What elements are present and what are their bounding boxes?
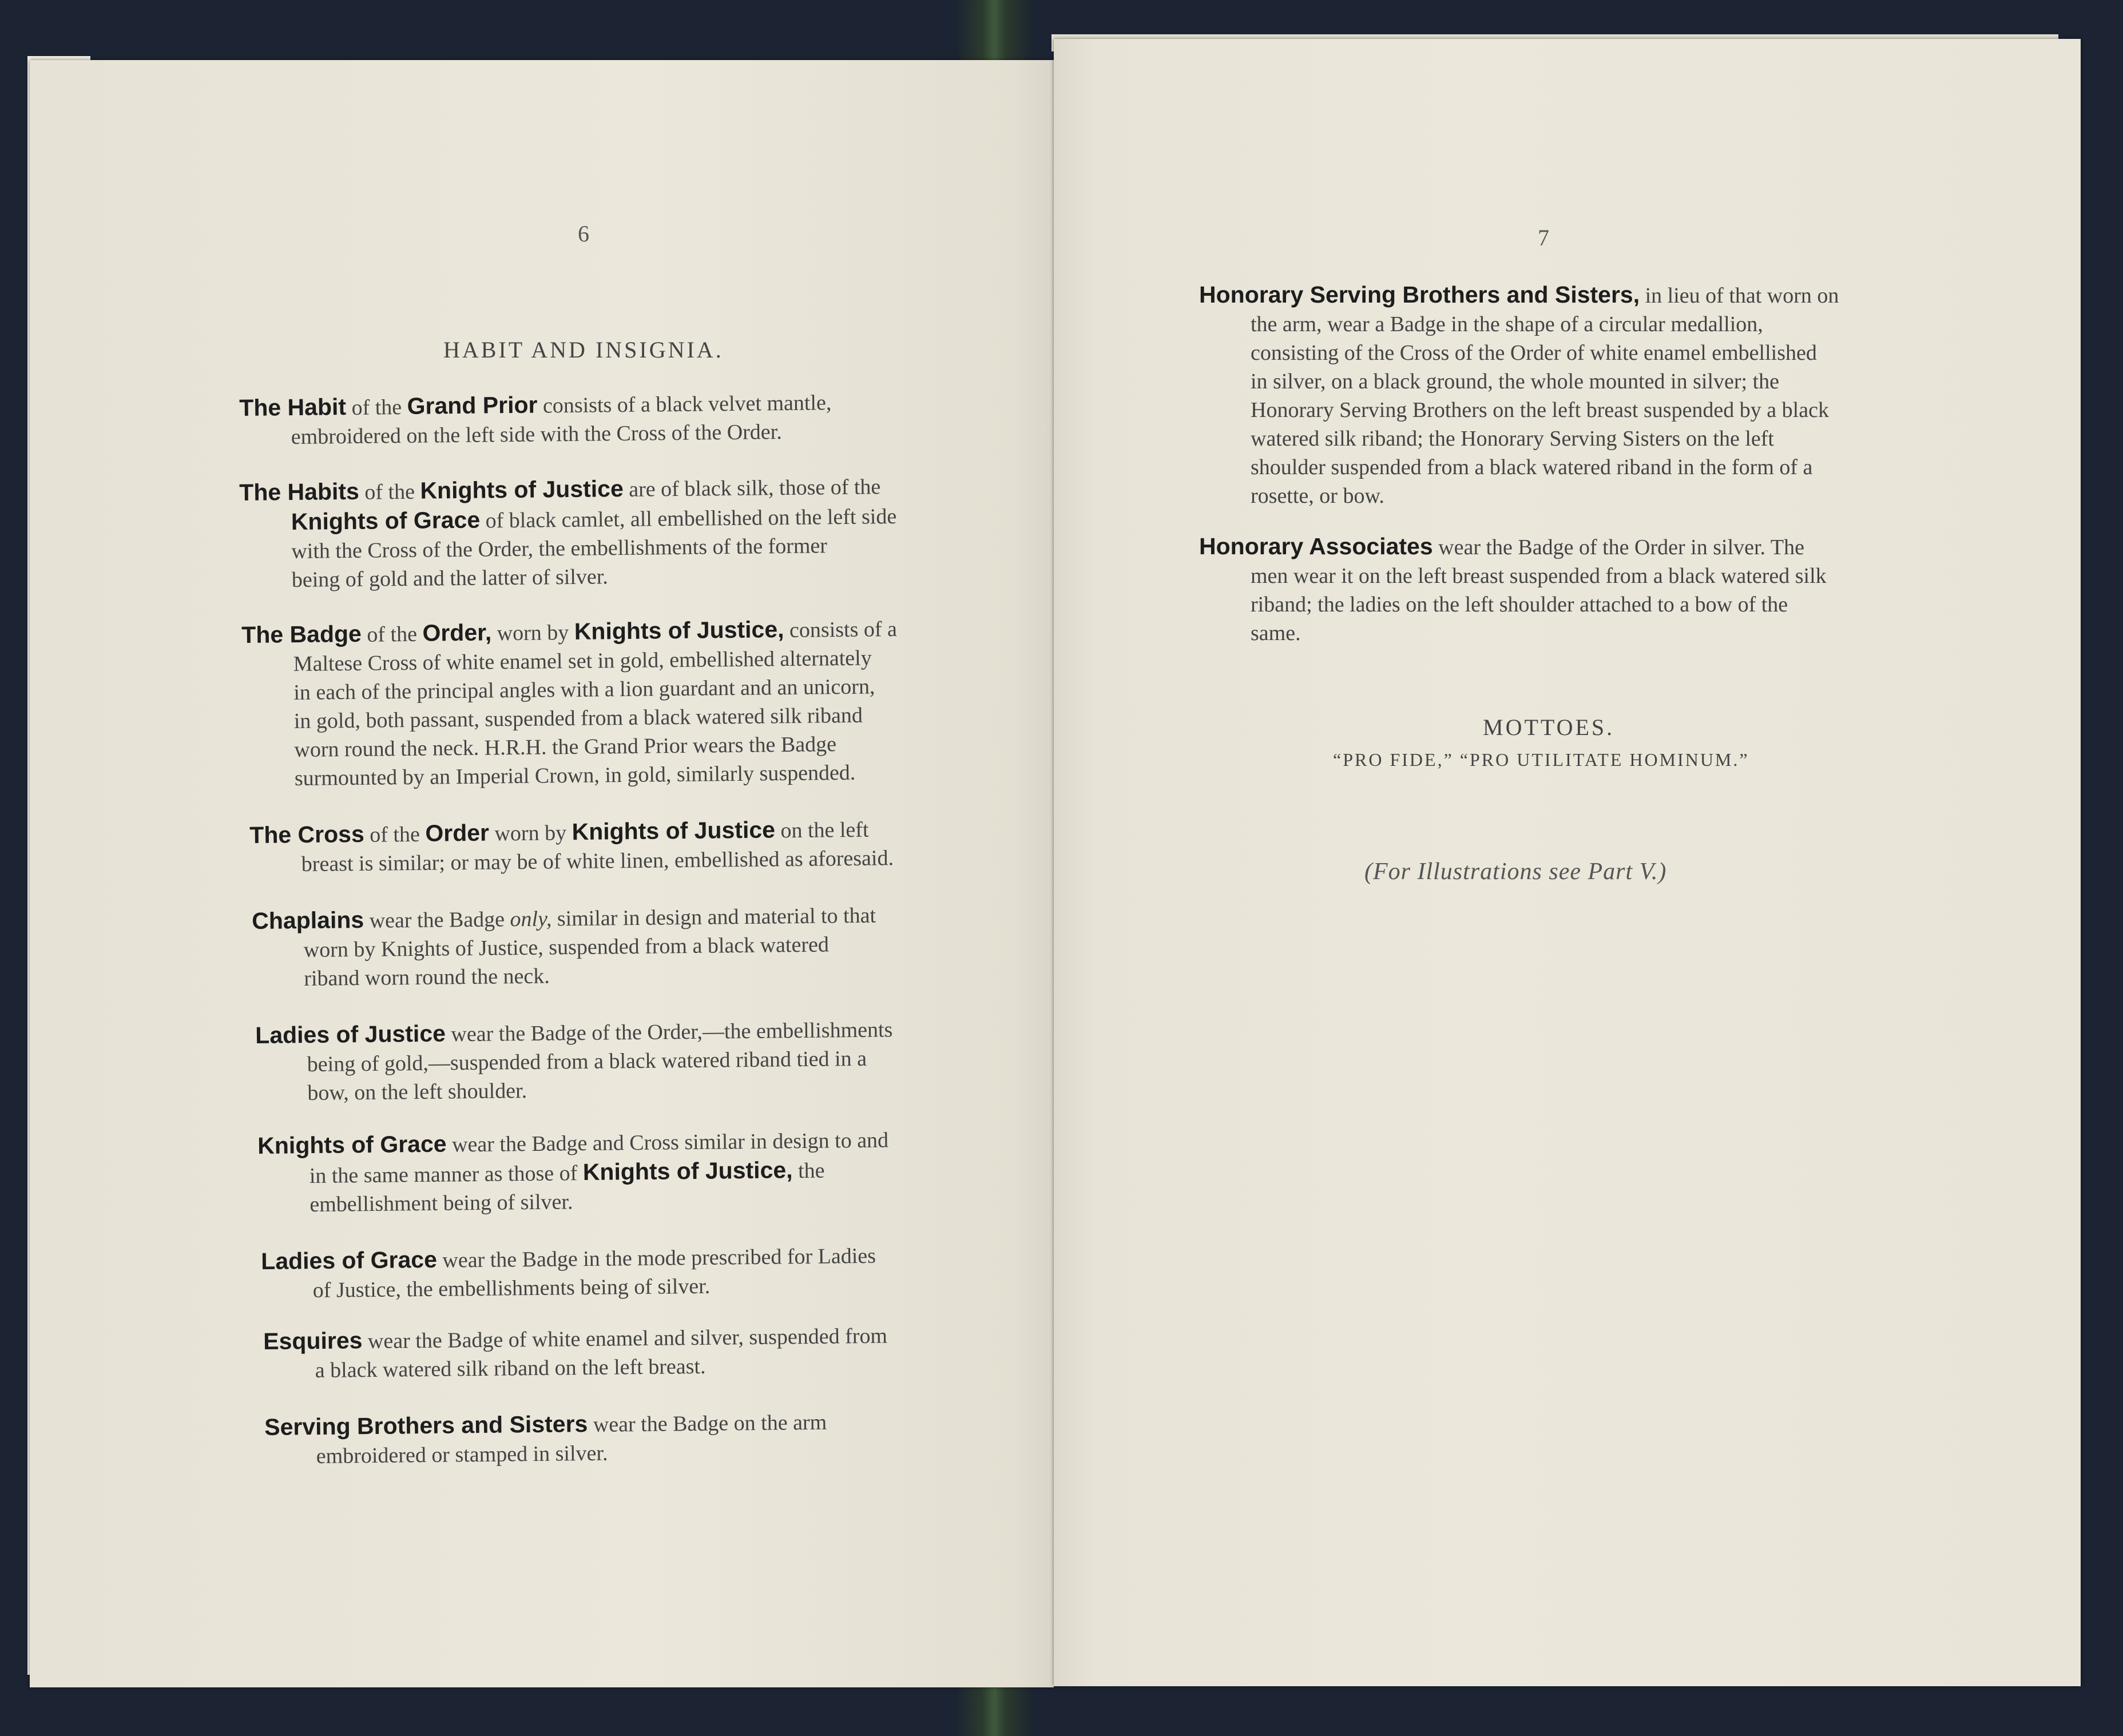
- illustrations-note: (For Illustrations see Part V.): [1364, 859, 1667, 885]
- entry-ladies-of-grace: Ladies of Grace wear the Badge in the mode prescribed for Ladies of Justice, the embellishments being of silver.: [261, 1244, 876, 1303]
- entry-badge: The Badge of the Order, worn by Knights of Justice, consists of a Maltese Cross of white enamel set in gold, embellished alternately in each of the principal angles with a lion guardant and an unicorn, in gold, both passant, suspended from a black watered silk riband worn round the neck. H.R.H. the Grand Prior wears the Badge surmounted by an Imperial Crown, in gold, similarly suspended.: [241, 616, 898, 791]
- mottoes-heading: MOTTOES.: [1483, 714, 1615, 740]
- page-number-left: 6: [578, 221, 589, 247]
- section-heading: HABIT AND INSIGNIA.: [443, 337, 724, 363]
- entry-honorary-associates: Honorary Associates wear the Badge of the Order in silver. The men wear it on the left breast suspended from a black watered silk riband; the ladies on the left shoulder attached to a bow of the same.: [1199, 533, 1827, 645]
- entry-honorary-serving: Honorary Serving Brothers and Sisters, in lieu of that worn on the arm, wear a Badge in the shape of a circular medallion, consisting of the Cross of the Order of white enamel embellished in silver, on a black ground, the whole mounted in silver; the Honorary Serving Brothers on the left breast suspended by a black watered silk riband; the Honorary Serving Sisters on the left shoulder suspended from a black watered riband in the form of a rosette, or bow.: [1199, 281, 1839, 508]
- mottoes-text: “PRO FIDE,” “PRO UTILITATE HOMINUM.”: [1333, 749, 1749, 770]
- page-number-right: 7: [1538, 225, 1549, 251]
- entry-ladies-of-justice: Ladies of Justice wear the Badge of the Order,—the embellishments being of gold,—suspended from a black watered riband tied in a bow, on the left shoulder.: [255, 1018, 893, 1106]
- entry-serving-brothers: Serving Brothers and Sisters wear the Badge on the arm embroidered or stamped in silver.: [264, 1410, 827, 1469]
- entry-esquires: Esquires wear the Badge of white enamel and silver, suspended from a black watered silk riband on the left breast.: [263, 1324, 888, 1383]
- entry-chaplains: Chaplains wear the Badge only, similar in design and material to that worn by Knights of Justice, suspended from a black watered riband worn round the neck.: [252, 903, 876, 991]
- entry-habit: The Habit of the Grand Prior consists of a black velvet mantle, embroidered on the left side with the Cross of the Order.: [239, 391, 832, 450]
- entry-cross: The Cross of the Order worn by Knights of Justice on the left breast is similar; or may be of white linen, embellished as aforesaid.: [249, 816, 894, 877]
- entry-habits: The Habits of the Knights of Justice are of black silk, those of the Knights of Grace of black camlet, all embellished on the left side with the Cross of the Order, the embellishments of the former being of gold and the latter of silver.: [239, 475, 897, 593]
- entry-knights-of-grace: Knights of Grace wear the Badge and Cross similar in design to and in the same manner as those of Knights of Justice, the embellishment being of silver.: [257, 1128, 889, 1217]
